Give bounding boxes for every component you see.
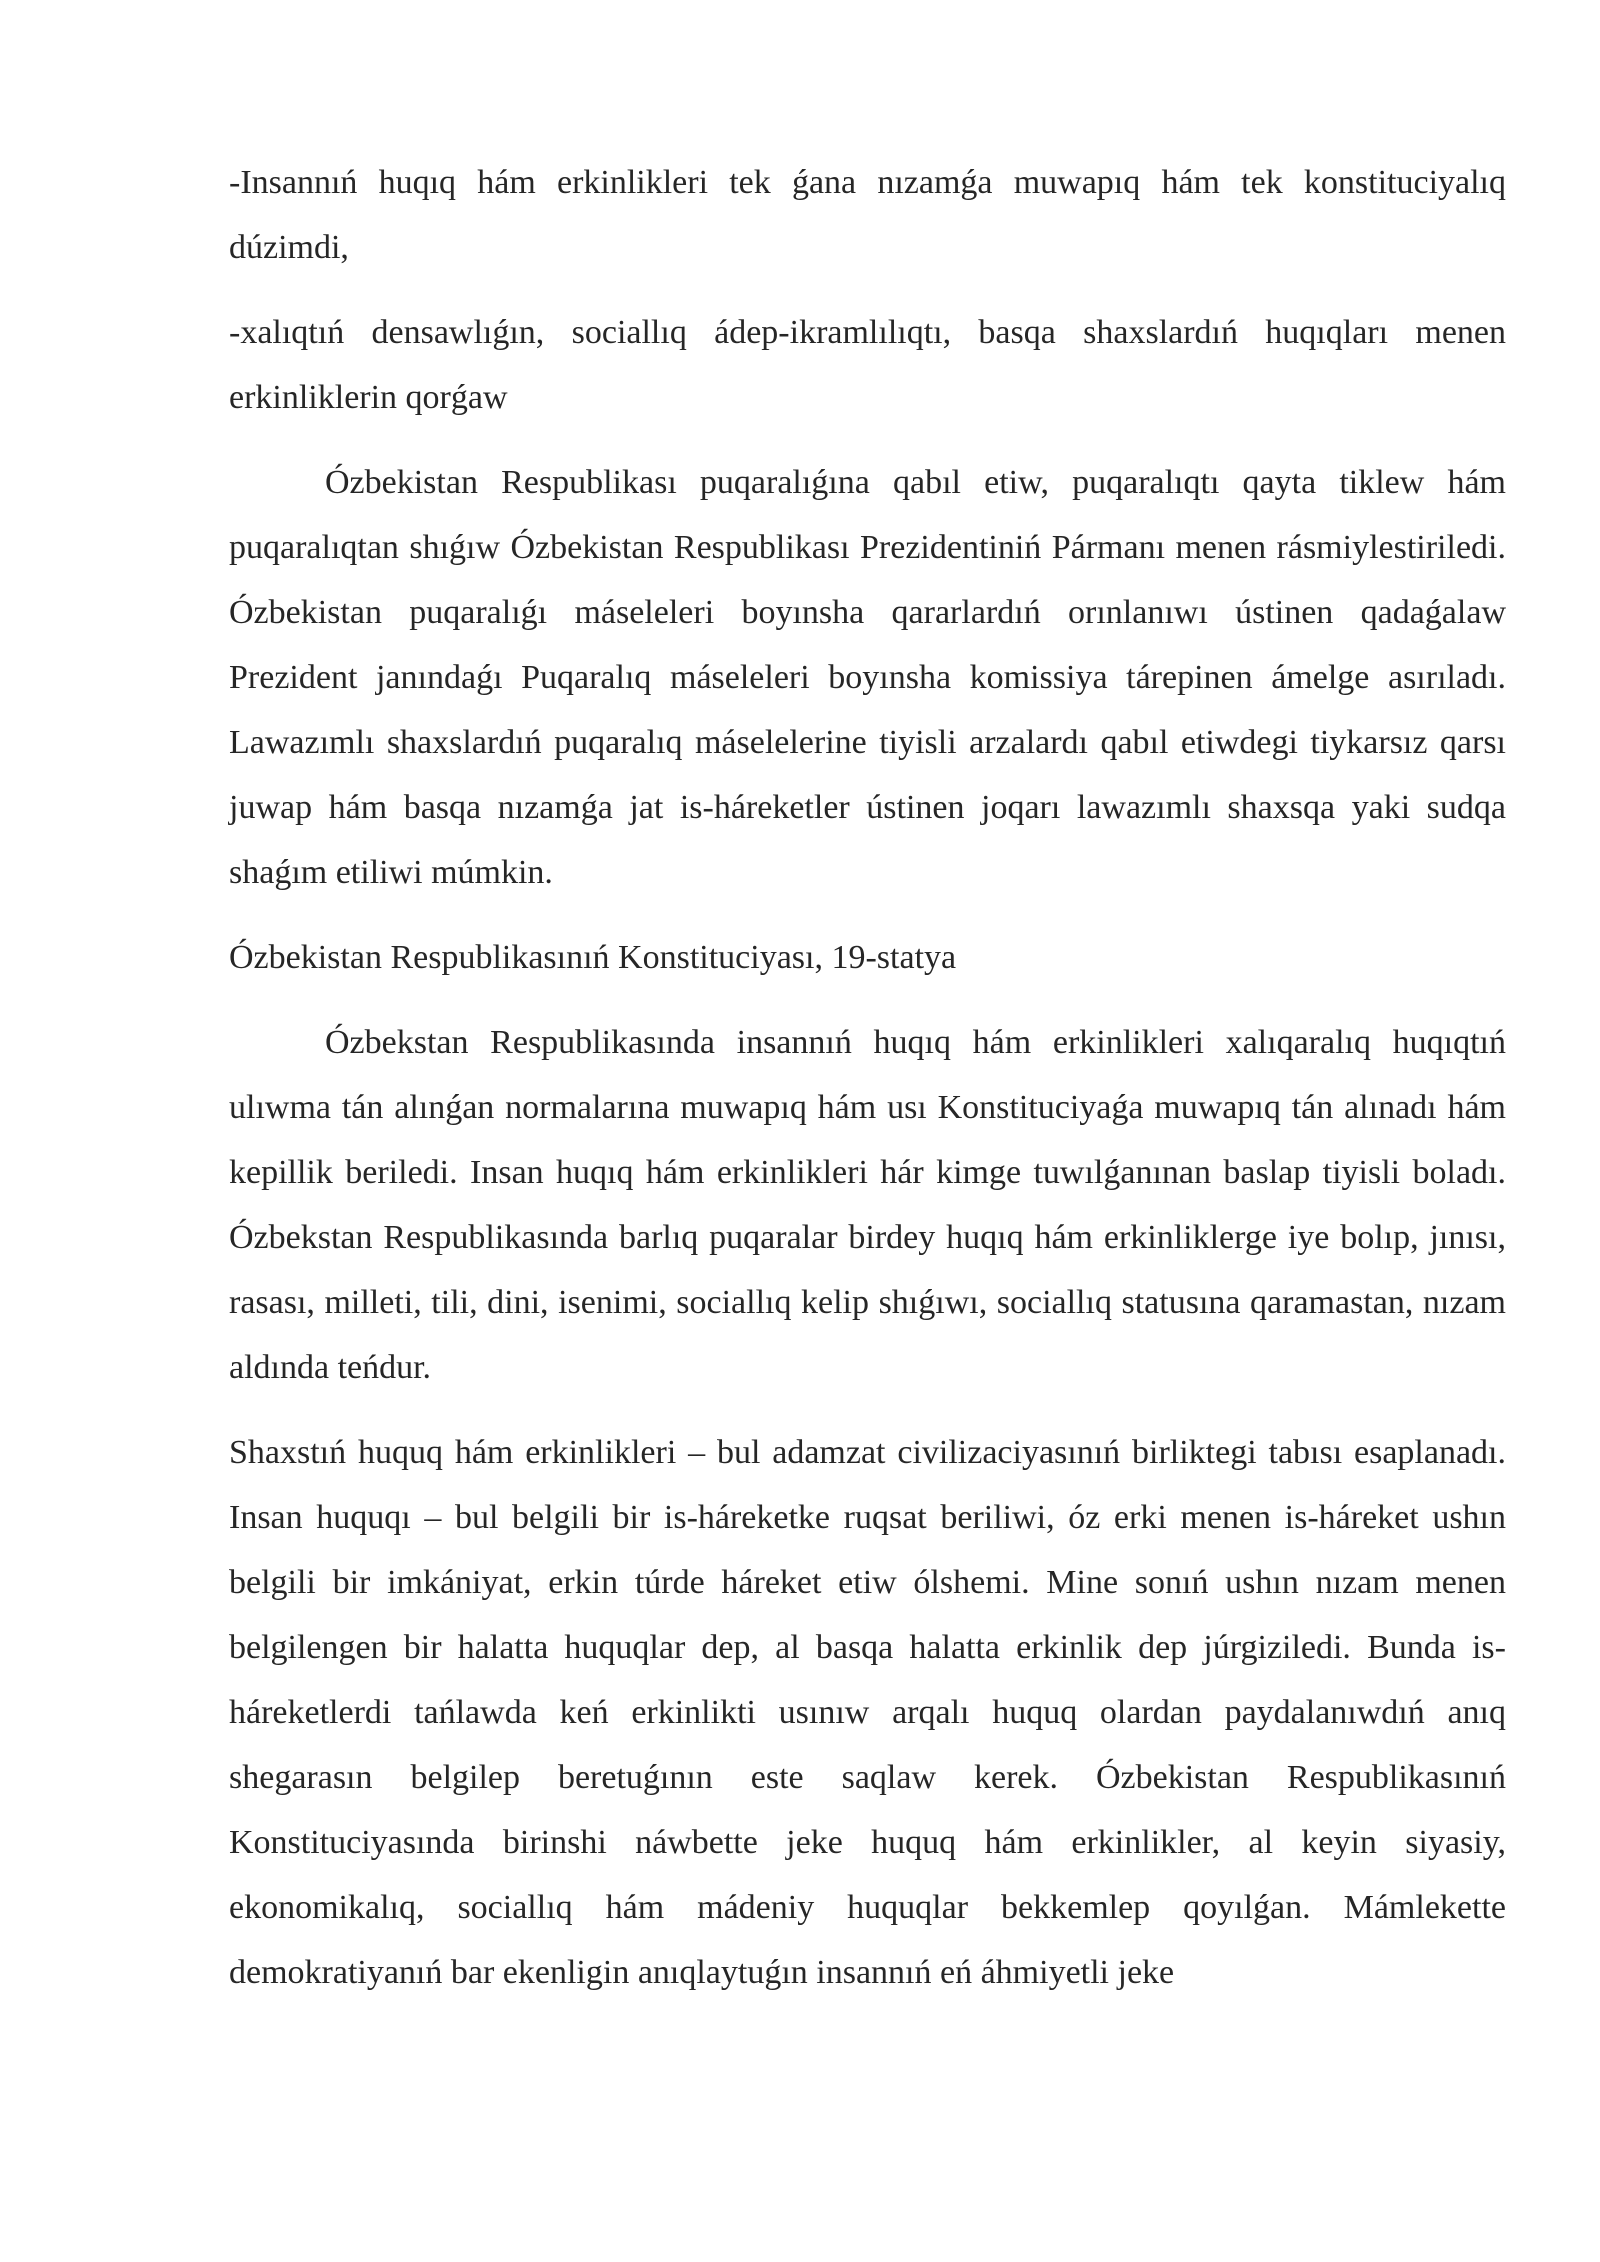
- paragraph-personal-rights: Shaxstıń huquq hám erkinlikleri – bul adamzat civilizaciyasınıń birliktegi tabısı esaplanadı. Insan huquqı – bul belgili bir is-háreketke ruqsat beriliwi, óz erki menen is-háreket ushın belgili bir imkániyat, erkin túrde háreket etiw ólshemi. Mine sonıń ushın nızam menen belgilengen bir halatta huquqlar dep, al basqa halatta erkinlik dep júrgiziledi. Bunda is-háreketlerdi tańlawda keń erkinlikti usınıw arqalı huquq olardan paydalanıwdıń anıq shegarasın belgilep beretuǵının este saqlaw kerek. Ózbekistan Respublikasınıń Konstituciyasında birinshi náwbette jeke huquq hám erkinlikler, al keyin siyasiy, ekonomikalıq, sociallıq hám mádeniy huquqlar bekkemlep qoyılǵan. Mámlekette demokratiyanıń bar ekenligin anıqlaytuǵın insannıń eń áhmiyetli jeke: [229, 1434, 1506, 1991]
- paragraph-rights-limits: -Insannıń huqıq hám erkinlikleri tek ǵana nızamǵa muwapıq hám tek konstituciyalıq dúzimdi,: [229, 164, 1506, 266]
- paragraph-public-health: -xalıqtıń densawlıǵın, sociallıq ádep-ikramlılıqtı, basqa shaxslardıń huqıqları menen erkinliklerin qorǵaw: [229, 314, 1506, 416]
- paragraph-article-19: Ózbekstan Respublikasında insannıń huqıq hám erkinlikleri xalıqaralıq huqıqtıń ulıwma tán alınǵan normalarına muwapıq hám usı Konstituciyaǵa muwapıq tán alınadı hám kepillik beriledi. Insan huqıq hám erkinlikleri hár kimge tuwılǵanınan baslap tiyisli boladı. Ózbekstan Respublikasında barlıq puqaralar birdey huqıq hám erkinliklerge iye bolıp, jınısı, rasası, milleti, tili, dini, isenimi, sociallıq kelip shıǵıwı, sociallıq statusına qaramastan, nızam aldında teńdur.: [229, 1024, 1506, 1386]
- document-page: [229, 150, 1506, 2025]
- constitution-article-heading: Ózbekistan Respublikasınıń Konstituciyası, 19-statya: [229, 939, 957, 976]
- paragraph-citizenship: Ózbekistan Respublikası puqaralıǵına qabıl etiw, puqaralıqtı qayta tiklew hám puqaralıqtan shıǵıw Ózbekistan Respublikası Prezidentiniń Pármanı menen rásmiylestiriledi. Ózbekistan puqaralıǵı máseleleri boyınsha qararlardıń orınlanıwı ústinen qadaǵalaw Prezident janındaǵı Puqaralıq máseleleri boyınsha komissiya tárepinen ámelge asırıladı. Lawazımlı shaxslardıń puqaralıq máselelerine tiyisli arzalardı qabıl etiwdegi tiykarsız qarsı juwap hám basqa nızamǵa jat is-háreketler ústinen joqarı lawazımlı shaxsqa yaki sudqa shaǵım etiliwi múmkin.: [229, 464, 1506, 891]
